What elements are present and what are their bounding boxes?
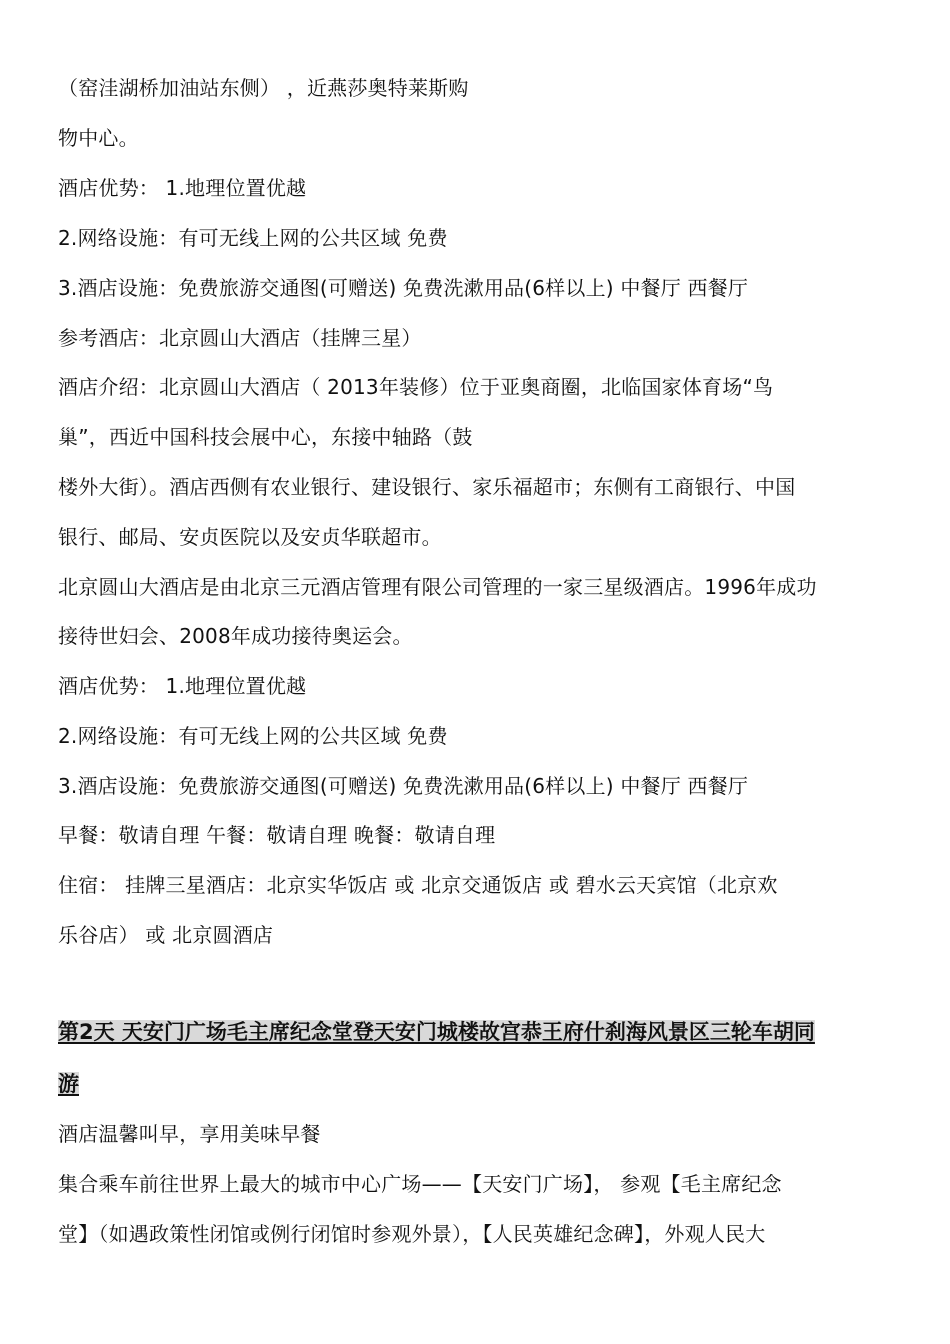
text-line: 3.酒店设施：免费旅游交通图(可赠送) 免费洗漱用品(6样以上) 中餐厅 西餐厅 <box>58 276 749 300</box>
text-line: 参考酒店：北京圆山大酒店（挂牌三星） <box>58 326 422 350</box>
text-line: 2.网络设施：有可无线上网的公共区域 免费 <box>58 226 448 250</box>
text-line: 巢”，西近中国科技会展中心，东接中轴路（鼓 <box>58 425 473 449</box>
day-heading-text: 游 <box>58 1072 79 1096</box>
text-line: 堂】（如遇政策性闭馆或例行闭馆时参观外景），【人民英雄纪念碑】，外观人民大 <box>58 1222 766 1246</box>
text-line: 集合乘车前往世界上最大的城市中心广场——【天安门广场】， 参观【毛主席纪念 <box>58 1172 782 1196</box>
day-heading-text: 第2天 天安门广场毛主席纪念堂登天安门城楼故宫恭王府什刹海风景区三轮车胡同 <box>58 1020 815 1044</box>
text-line: 北京圆山大酒店是由北京三元酒店管理有限公司管理的一家三星级酒店。1996年成功 <box>58 575 817 599</box>
text-line: 酒店介绍：北京圆山大酒店（ 2013年装修）位于亚奥商圈，北临国家体育场“鸟 <box>58 375 774 399</box>
day-heading <box>58 1017 898 1047</box>
text-line: 酒店优势： 1.地理位置优越 <box>58 674 307 698</box>
text-line: 物中心。 <box>58 126 139 150</box>
text-line: 银行、邮局、安贞医院以及安贞华联超市。 <box>58 525 442 549</box>
text-line: 3.酒店设施：免费旅游交通图(可赠送) 免费洗漱用品(6样以上) 中餐厅 西餐厅 <box>58 774 749 798</box>
text-line: 接待世妇会、2008年成功接待奥运会。 <box>58 624 413 648</box>
text-line: 楼外大街）。酒店西侧有农业银行、建设银行、家乐福超市；东侧有工商银行、中国 <box>58 475 796 499</box>
text-line: 乐谷店） 或 北京圆酒店 <box>58 923 274 947</box>
text-line: 酒店温馨叫早，享用美味早餐 <box>58 1122 321 1146</box>
text-line: 酒店优势： 1.地理位置优越 <box>58 176 307 200</box>
text-line: 早餐：敬请自理 午餐：敬请自理 晚餐：敬请自理 <box>58 823 496 847</box>
text-line: 住宿： 挂牌三星酒店：北京实华饭店 或 北京交通饭店 或 碧水云天宾馆（北京欢 <box>58 873 778 897</box>
text-line: 2.网络设施：有可无线上网的公共区域 免费 <box>58 724 448 748</box>
text-line: （窑洼湖桥加油站东侧） ，近燕莎奥特莱斯购 <box>58 76 469 100</box>
day-heading-continued <box>58 1069 898 1099</box>
